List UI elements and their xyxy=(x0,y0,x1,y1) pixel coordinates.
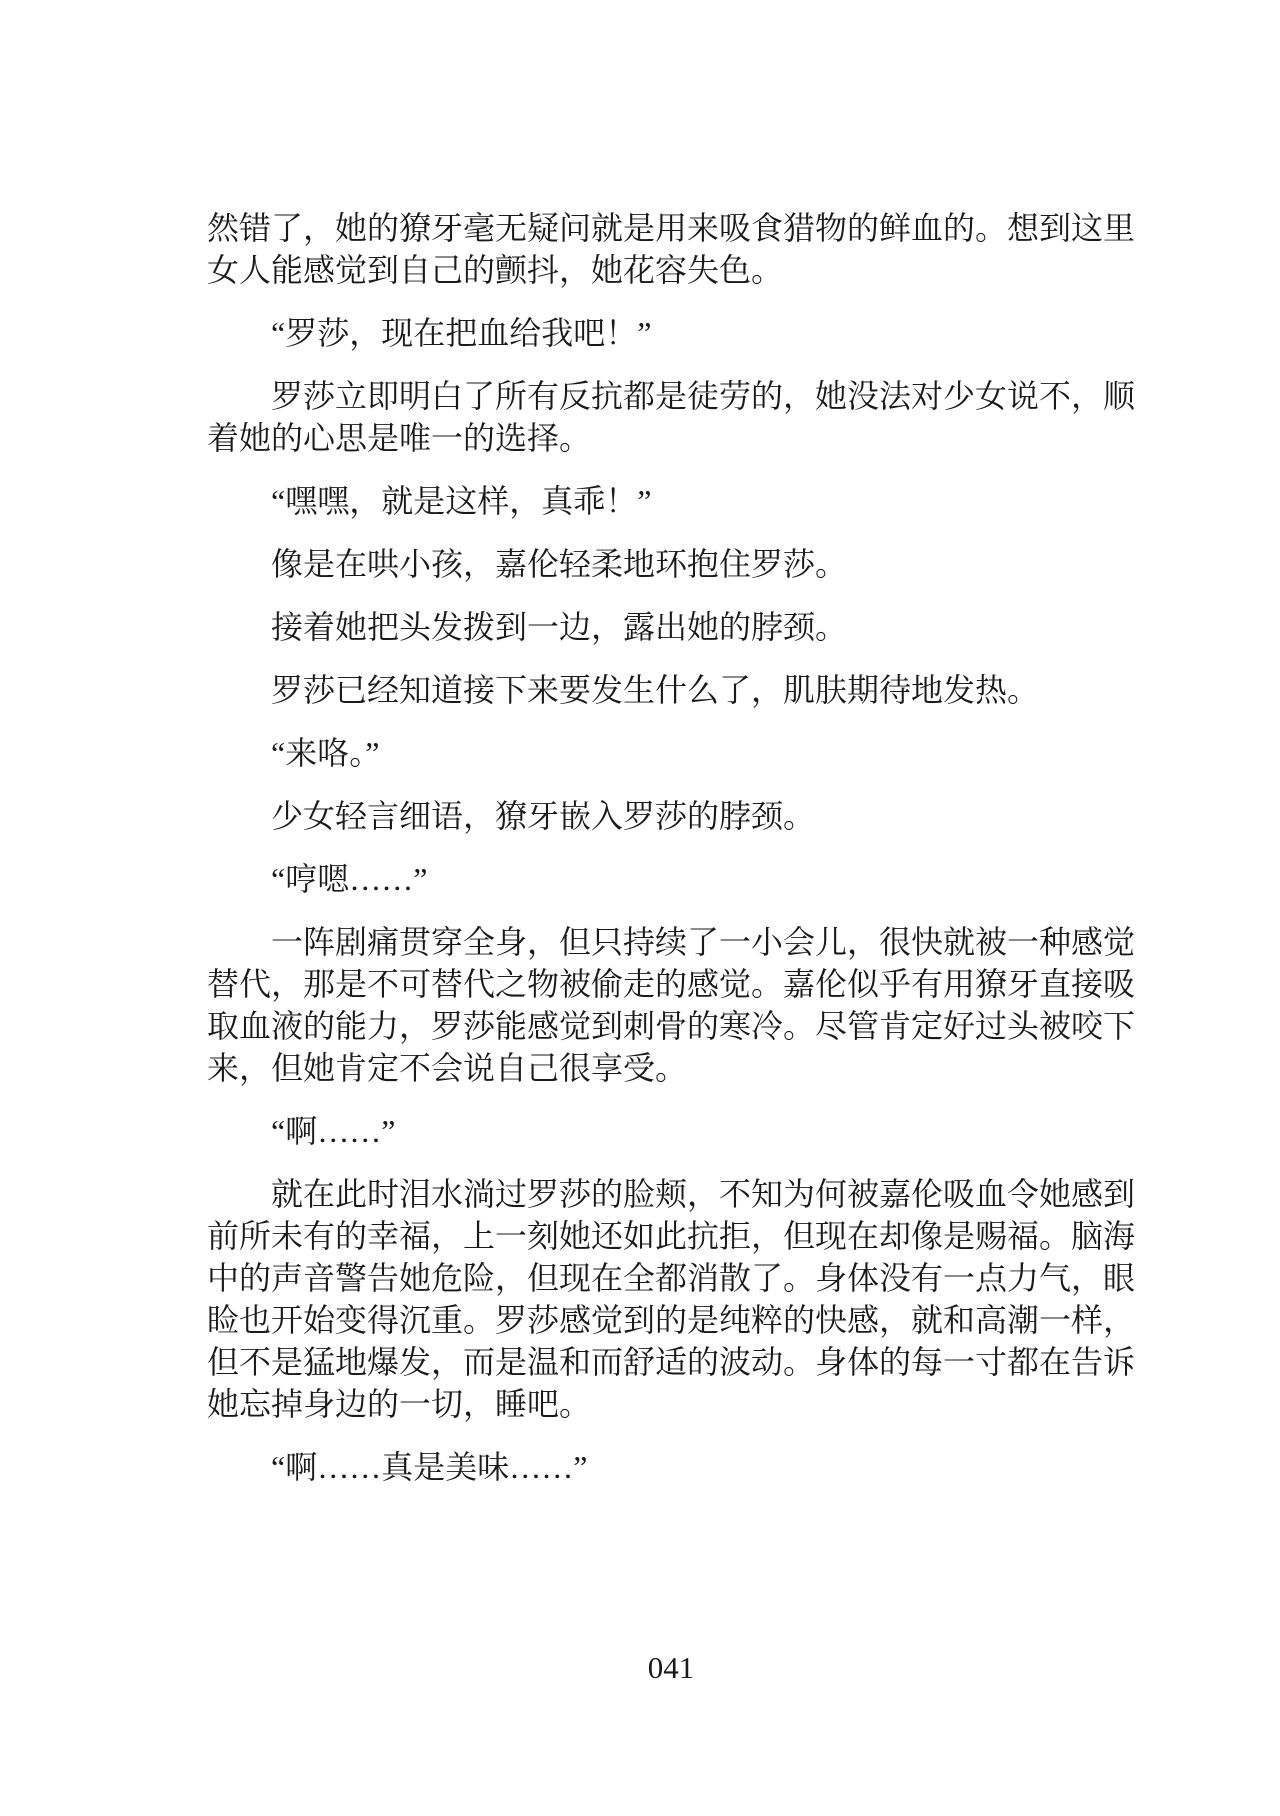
paragraph: 接着她把头发拨到一边，露出她的脖颈。 xyxy=(271,609,848,645)
paragraph: 然错了，她的獠牙毫无疑问就是用来吸食猎物的鲜血的。想到这里女人能感觉到自己的颤抖，她花容失色。 xyxy=(207,210,1136,288)
paragraph: 罗莎立即明白了所有反抗都是徒劳的，她没法对少女说不，顺着她的心思是唯一的选择。 xyxy=(207,378,1136,456)
paragraph: 一阵剧痛贯穿全身，但只持续了一小会儿，很快就被一种感觉替代，那是不可替代之物被偷走的感觉。嘉伦似乎有用獠牙直接吸取血液的能力，罗莎能感觉到刺骨的寒冷。尽管肯定好过头被咬下来，但她肯定不会说自己很享受。 xyxy=(207,924,1136,1086)
paragraph-dialogue: “来咯。” xyxy=(271,735,380,771)
page-number: 041 xyxy=(647,1650,695,1685)
paragraph: 就在此时泪水淌过罗莎的脸颊，不知为何被嘉伦吸血令她感到前所未有的幸福，上一刻她还如此抗拒，但现在却像是赐福。脑海中的声音警告她危险，但现在全都消散了。身体没有一点力气，眼睑也开始变得沉重。罗莎感觉到的是纯粹的快感，就和高潮一样，但不是猛地爆发，而是温和而舒适的波动。身体的每一寸都在告诉她忘掉身边的一切，睡吧。 xyxy=(207,1176,1136,1422)
paragraph-dialogue: “啊……” xyxy=(271,1113,396,1149)
paragraph: 罗莎已经知道接下来要发生什么了，肌肤期待地发热。 xyxy=(271,672,1040,708)
paragraph-dialogue: “嘿嘿，就是这样，真乖！” xyxy=(271,483,652,519)
paragraph: 像是在哄小孩，嘉伦轻柔地环抱住罗莎。 xyxy=(271,546,848,582)
paragraph-dialogue: “哼嗯……” xyxy=(271,861,428,897)
paragraph-dialogue: “啊……真是美味……” xyxy=(271,1449,588,1485)
body-text xyxy=(207,207,1135,1509)
paragraph: 少女轻言细语，獠牙嵌入罗莎的脖颈。 xyxy=(271,798,816,834)
paragraph-dialogue: “罗莎，现在把血给我吧！” xyxy=(271,315,652,351)
